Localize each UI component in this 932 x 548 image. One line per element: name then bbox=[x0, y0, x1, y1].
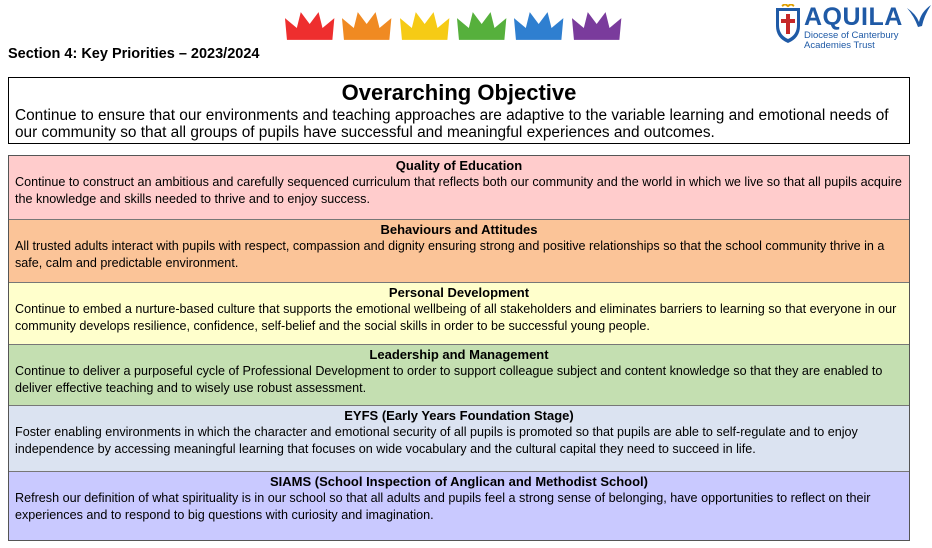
priority-quality-of-education bbox=[9, 156, 909, 220]
crown-icon bbox=[398, 8, 451, 44]
priority-leadership-and-management bbox=[9, 345, 909, 406]
crown-icon bbox=[570, 8, 623, 44]
eagle-icon bbox=[906, 4, 932, 28]
crown-icon bbox=[283, 8, 336, 44]
crown-row bbox=[283, 8, 623, 44]
priority-text: All trusted adults interact with pupils with respect, compassion and dignity ensuring strong and positive relationships so that the school community thrive in a safe, calm and predictable environment. bbox=[15, 239, 885, 270]
priority-personal-development bbox=[9, 283, 909, 345]
priority-text: Continue to embed a nurture-based culture that supports the emotional wellbeing of all stakeholders and eliminates barriers to learning so that everyone in our community develops resilience, confidence, self-belief and the social skills in order to be successful young people. bbox=[15, 302, 897, 333]
aquila-logo bbox=[774, 2, 930, 50]
priority-title: Behaviours and Attitudes bbox=[380, 222, 538, 237]
crown-icon bbox=[512, 8, 565, 44]
objective-text: Continue to ensure that our environments and teaching approaches are adaptive to the variable learning and emotional needs of our community so that all groups of pupils have successful and meaningful experiences and outcomes. bbox=[15, 107, 889, 141]
priority-title: Personal Development bbox=[388, 285, 530, 300]
priority-text: Refresh our definition of what spirituality is in our school so that all adults and pupils feel a strong sense of belonging, have opportunities to reflect on their experiences and to respond to big questions with curiosity and imagination. bbox=[15, 491, 871, 522]
shield-icon bbox=[774, 4, 802, 44]
priorities-table bbox=[8, 155, 910, 541]
priority-title: Quality of Education bbox=[395, 158, 523, 173]
objective-title: Overarching Objective bbox=[341, 80, 577, 105]
section-title: Section 4: Key Priorities – 2023/2024 bbox=[8, 46, 260, 62]
priority-siams bbox=[9, 472, 909, 540]
logo-brand: AQUILA bbox=[804, 3, 903, 31]
priority-title: EYFS (Early Years Foundation Stage) bbox=[344, 408, 574, 423]
priority-title: Leadership and Management bbox=[369, 347, 549, 362]
crown-icon bbox=[340, 8, 393, 44]
objective-box bbox=[8, 77, 910, 144]
priority-text: Continue to deliver a purposeful cycle of Professional Development to order to support colleague subject and content knowledge so that they are enabled to deliver effective teaching and to wisely use robust assessment. bbox=[15, 364, 883, 395]
logo-subtitle-line2: Academies Trust bbox=[804, 40, 875, 51]
priority-title: SIAMS (School Inspection of Anglican and Methodist School) bbox=[270, 474, 648, 489]
priority-text: Foster enabling environments in which the character and emotional security of all pupils is promoted so that pupils are able to self-regulate and to enjoy independence by accessing meaningful learning that focuses on wide vocabulary and the cultural capital they need to succeed in life. bbox=[15, 425, 858, 456]
priority-eyfs bbox=[9, 406, 909, 472]
crown-icon bbox=[455, 8, 508, 44]
priority-behaviours-and-attitudes bbox=[9, 220, 909, 283]
logo-subtitle-line1: Diocese of Canterbury bbox=[804, 30, 899, 41]
priority-text: Continue to construct an ambitious and carefully sequenced curriculum that reflects both our community and the world in which we live so that all pupils acquire the knowledge and skills needed to thrive and to enjoy success. bbox=[15, 175, 902, 206]
